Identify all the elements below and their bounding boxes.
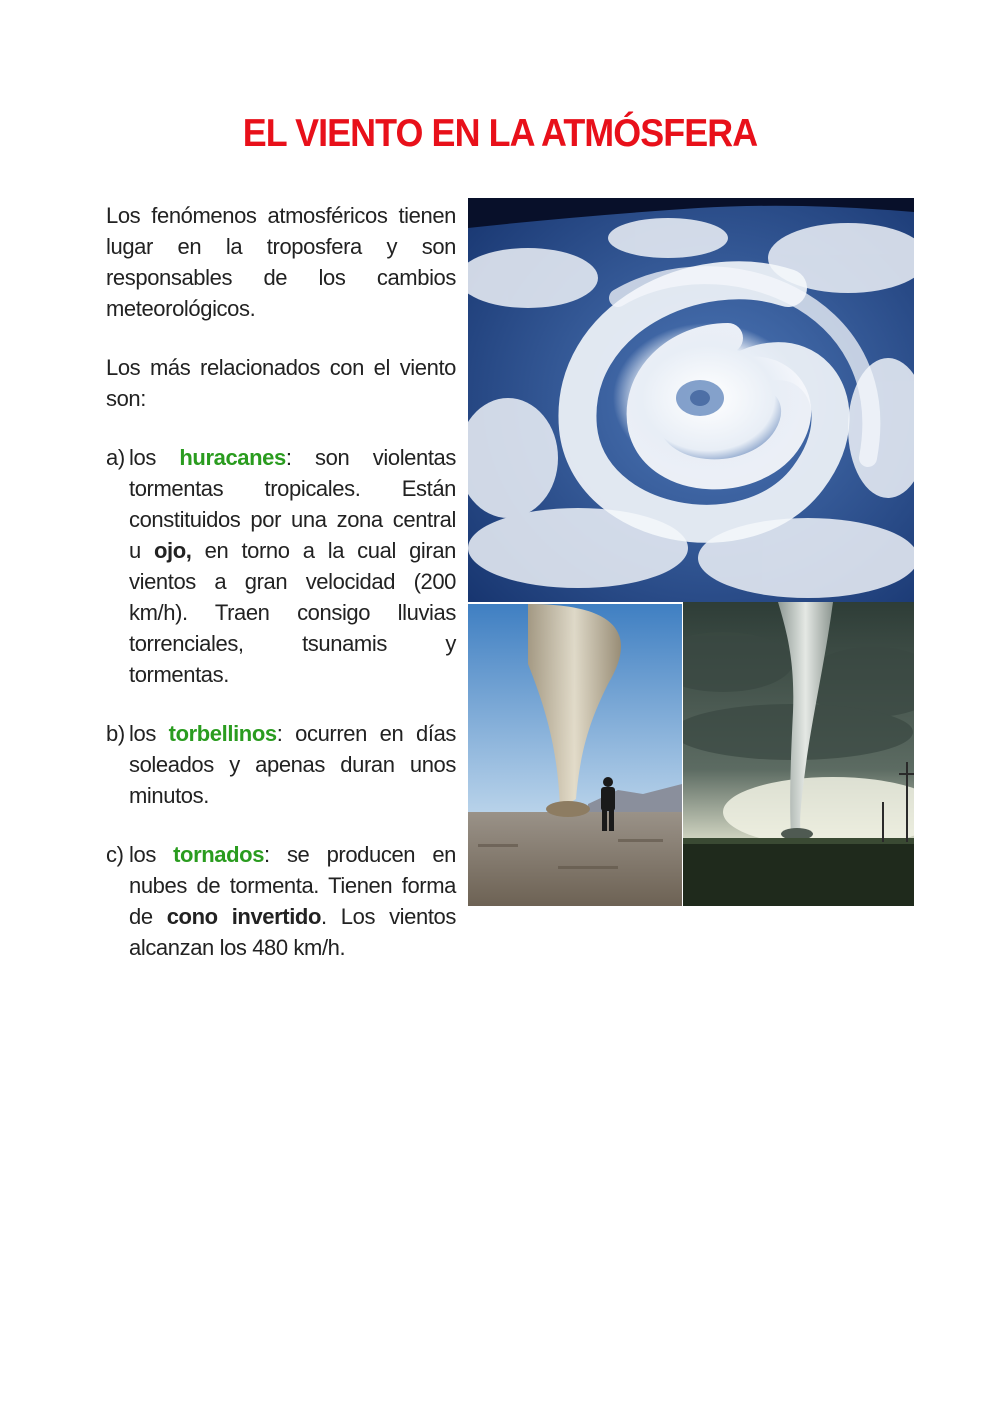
text-column: [106, 200, 456, 963]
list-item-torbellinos: b) los torbellinos: ocurren en días soleados y apenas duran unos minutos.: [106, 718, 456, 811]
list-item-huracanes: a) los huracanes: son violentas tormentas tropicales. Están constituidos por una zona central u ojo, en torno a la cual giran vientos a gran velocidad (200 km/h). Traen consigo lluvias torrenciales, tsunamis y tormentas.: [106, 442, 456, 690]
bold-ojo: ojo,: [153, 538, 192, 563]
list-marker: a): [106, 445, 125, 470]
dust-devil-photo: [468, 604, 682, 906]
list-marker: c): [106, 842, 124, 867]
hurricane-satellite-photo: [468, 198, 914, 602]
list-marker: b): [106, 721, 125, 746]
term-tornados: tornados: [173, 842, 265, 867]
term-torbellinos: torbellinos: [168, 721, 277, 746]
lead-paragraph: Los más relacionados con el viento son:: [106, 355, 456, 411]
bold-cono-invertido: cono invertido: [166, 904, 322, 929]
page-title: EL VIENTO EN LA ATMÓSFERA: [242, 112, 758, 155]
list-item-tornados: c) los tornados: se producen en nubes de tormenta. Tienen forma de cono invertido. Los vientos alcanzan los 480 km/h.: [106, 839, 456, 963]
term-huracanes: huracanes: [179, 445, 286, 470]
intro-paragraph: Los fenómenos atmosféricos tienen lugar en la troposfera y son responsables de los cambios meteorológicos.: [106, 203, 456, 321]
tornado-photo: [683, 602, 914, 906]
